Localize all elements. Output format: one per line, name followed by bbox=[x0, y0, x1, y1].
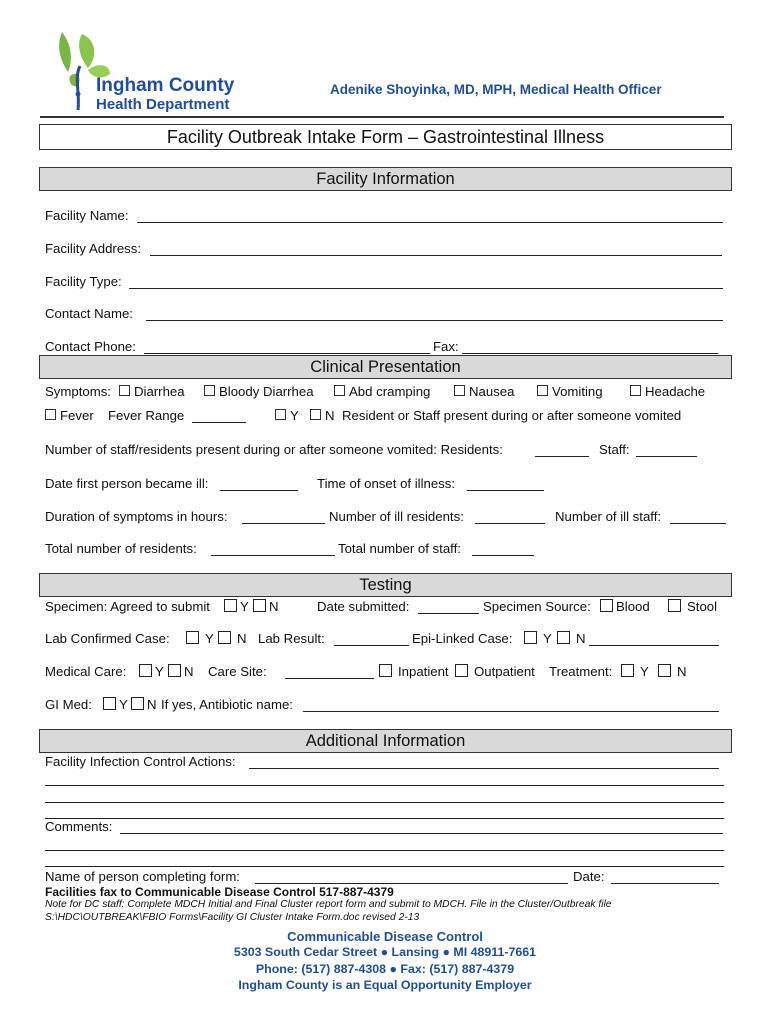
testing-heading: Testing bbox=[39, 573, 732, 597]
residents-present-field[interactable] bbox=[535, 456, 589, 457]
treatment-no[interactable]: N bbox=[658, 664, 687, 680]
checkbox-icon[interactable] bbox=[139, 664, 152, 677]
checkbox-icon[interactable] bbox=[204, 385, 215, 396]
care-inpatient[interactable]: Inpatient bbox=[379, 664, 449, 680]
specimen-yes[interactable]: Y bbox=[224, 599, 249, 615]
total-staff-label: Total number of staff: bbox=[338, 541, 461, 556]
gi-med-label: GI Med: bbox=[45, 697, 92, 712]
duration-label: Duration of symptoms in hours: bbox=[45, 509, 228, 524]
facility-name-field[interactable] bbox=[137, 222, 723, 223]
vomit-no[interactable]: N bbox=[310, 408, 335, 424]
medical-care-label: Medical Care: bbox=[45, 664, 127, 679]
time-onset-field[interactable] bbox=[467, 490, 544, 491]
fever-range-field[interactable] bbox=[192, 422, 246, 423]
treatment-yes[interactable]: Y bbox=[621, 664, 649, 680]
lab-result-label: Lab Result: bbox=[258, 631, 325, 646]
date-first-field[interactable] bbox=[220, 490, 298, 491]
antibiotic-field[interactable] bbox=[303, 711, 719, 712]
checkbox-icon[interactable] bbox=[600, 599, 613, 612]
form-title: Facility Outbreak Intake Form – Gastrointestinal Illness bbox=[39, 124, 732, 150]
number-present-label: Number of staff/residents present during or after someone vomited: Residents: bbox=[45, 442, 503, 457]
checkbox-icon[interactable] bbox=[275, 409, 286, 420]
specimen-source-label: Specimen Source: bbox=[483, 599, 591, 614]
facility-type-label: Facility Type: bbox=[45, 274, 122, 289]
specimen-no[interactable]: N bbox=[253, 599, 279, 615]
checkbox-icon[interactable] bbox=[668, 599, 681, 612]
epi-linked-field[interactable] bbox=[589, 645, 719, 646]
gi-med-yes[interactable]: Y bbox=[103, 697, 128, 713]
checkbox-icon[interactable] bbox=[103, 697, 116, 710]
staff-present-field[interactable] bbox=[636, 456, 697, 457]
checkbox-icon[interactable] bbox=[45, 409, 56, 420]
contact-phone-label: Contact Phone: bbox=[45, 339, 136, 354]
logo-line2: Health Department bbox=[96, 96, 230, 113]
total-residents-label: Total number of residents: bbox=[45, 541, 197, 556]
epi-linked-no[interactable]: N bbox=[557, 631, 586, 647]
checkbox-icon[interactable] bbox=[455, 664, 468, 677]
source-stool[interactable]: Stool bbox=[668, 599, 717, 615]
checkbox-icon[interactable] bbox=[310, 409, 321, 420]
checkbox-icon[interactable] bbox=[537, 385, 548, 396]
lab-confirmed-yes[interactable]: Y bbox=[186, 631, 214, 647]
symptoms-label: Symptoms: bbox=[45, 384, 111, 399]
symptom-bloody-diarrhea[interactable]: Bloody Diarrhea bbox=[204, 384, 314, 400]
date-field[interactable] bbox=[611, 883, 719, 884]
footer-address: 5303 South Cedar Street ● Lansing ● MI 48911-7661 bbox=[233, 945, 537, 959]
footer-eoe: Ingham County is an Equal Opportunity Employer bbox=[238, 978, 532, 992]
checkbox-icon[interactable] bbox=[621, 664, 634, 677]
actions-field[interactable] bbox=[249, 768, 719, 769]
lab-confirmed-no[interactable]: N bbox=[218, 631, 247, 647]
footer-line-1: Communicable Disease Control bbox=[287, 929, 483, 944]
date-first-label: Date first person became ill: bbox=[45, 476, 209, 491]
symptom-diarrhea[interactable]: Diarrhea bbox=[119, 384, 185, 400]
ill-residents-label: Number of ill residents: bbox=[329, 509, 464, 524]
checkbox-icon[interactable] bbox=[524, 631, 537, 644]
treatment-label: Treatment: bbox=[549, 664, 613, 679]
checkbox-icon[interactable] bbox=[334, 385, 345, 396]
actions-line-3[interactable] bbox=[45, 802, 724, 803]
date-submitted-label: Date submitted: bbox=[317, 599, 410, 614]
symptom-fever[interactable]: Fever bbox=[45, 408, 94, 424]
lab-confirmed-label: Lab Confirmed Case: bbox=[45, 631, 170, 646]
additional-heading: Additional Information bbox=[39, 729, 732, 753]
completing-label: Name of person completing form: bbox=[45, 869, 240, 884]
fax-label: Fax: bbox=[433, 339, 459, 354]
checkbox-icon[interactable] bbox=[557, 631, 570, 644]
ill-residents-field[interactable] bbox=[475, 523, 545, 524]
clinical-heading: Clinical Presentation bbox=[39, 355, 732, 379]
checkbox-icon[interactable] bbox=[630, 385, 641, 396]
lab-result-field[interactable] bbox=[334, 645, 409, 646]
checkbox-icon[interactable] bbox=[454, 385, 465, 396]
gi-med-no[interactable]: N bbox=[131, 697, 157, 713]
fax-note: Facilities fax to Communicable Disease Control 517-887-4379 bbox=[45, 885, 394, 899]
facility-address-field[interactable] bbox=[150, 255, 722, 256]
specimen-label: Specimen: Agreed to submit bbox=[45, 599, 210, 614]
fax-field[interactable] bbox=[462, 353, 718, 354]
officer-name: Adenike Shoyinka, MD, MPH, Medical Health Officer bbox=[330, 82, 662, 97]
date-submitted-field[interactable] bbox=[418, 613, 479, 614]
care-outpatient[interactable]: Outpatient bbox=[455, 664, 535, 680]
ill-staff-label: Number of ill staff: bbox=[555, 509, 662, 524]
facility-address-label: Facility Address: bbox=[45, 241, 142, 256]
symptom-nausea[interactable]: Nausea bbox=[454, 384, 514, 400]
date-label: Date: bbox=[573, 869, 605, 884]
actions-label: Facility Infection Control Actions: bbox=[45, 754, 236, 769]
staff-label: Staff: bbox=[599, 442, 630, 457]
checkbox-icon[interactable] bbox=[131, 697, 144, 710]
checkbox-icon[interactable] bbox=[119, 385, 130, 396]
comments-field[interactable] bbox=[120, 833, 723, 834]
staff-note-1: Note for DC staff: Complete MDCH Initial and Final Cluster report form and submit to MDCH. File in the Cluster/Outbreak file bbox=[45, 899, 612, 910]
comments-line-2[interactable] bbox=[45, 850, 724, 851]
header-rule bbox=[40, 116, 724, 118]
contact-phone-field[interactable] bbox=[144, 353, 430, 354]
contact-name-field[interactable] bbox=[146, 320, 723, 321]
checkbox-icon[interactable] bbox=[218, 631, 231, 644]
medical-care-no[interactable]: N bbox=[168, 664, 194, 680]
checkbox-icon[interactable] bbox=[224, 599, 237, 612]
symptom-abd-cramping[interactable]: Abd cramping bbox=[334, 384, 430, 400]
care-site-label: Care Site: bbox=[208, 664, 267, 679]
epi-linked-label: Epi-Linked Case: bbox=[412, 631, 513, 646]
checkbox-icon[interactable] bbox=[658, 664, 671, 677]
comments-line-3[interactable] bbox=[45, 866, 724, 867]
vomit-yes[interactable]: Y bbox=[275, 408, 299, 424]
ill-staff-field[interactable] bbox=[670, 523, 726, 524]
comments-label: Comments: bbox=[45, 819, 113, 834]
facility-heading: Facility Information bbox=[39, 167, 732, 191]
facility-name-label: Facility Name: bbox=[45, 208, 129, 223]
antibiotic-label: If yes, Antibiotic name: bbox=[161, 697, 293, 712]
medical-care-yes[interactable]: Y bbox=[139, 664, 164, 680]
symptom-vomiting[interactable]: Vomiting bbox=[537, 384, 603, 400]
staff-note-2: S:\HDC\OUTBREAK\FBIO Forms\Facility GI Cluster Intake Form.doc revised 2-13 bbox=[45, 912, 420, 923]
care-site-field[interactable] bbox=[285, 678, 374, 679]
total-residents-field[interactable] bbox=[211, 555, 335, 556]
time-onset-label: Time of onset of illness: bbox=[317, 476, 456, 491]
facility-type-field[interactable] bbox=[129, 288, 723, 289]
checkbox-icon[interactable] bbox=[168, 664, 181, 677]
logo bbox=[52, 30, 252, 115]
checkbox-icon[interactable] bbox=[186, 631, 199, 644]
duration-field[interactable] bbox=[242, 523, 325, 524]
fever-range-label: Fever Range bbox=[108, 408, 185, 423]
actions-line-2[interactable] bbox=[45, 785, 724, 786]
total-staff-field[interactable] bbox=[472, 555, 534, 556]
checkbox-icon[interactable] bbox=[253, 599, 266, 612]
resident-staff-label: Resident or Staff present during or after someone vomited bbox=[342, 408, 682, 423]
symptom-headache[interactable]: Headache bbox=[630, 384, 705, 400]
footer-phone: Phone: (517) 887-4308 ● Fax: (517) 887-4379 bbox=[255, 962, 515, 976]
source-blood[interactable]: Blood bbox=[600, 599, 650, 615]
contact-name-label: Contact Name: bbox=[45, 306, 133, 321]
logo-line1: Ingham County bbox=[96, 75, 235, 96]
actions-line-4[interactable] bbox=[45, 818, 724, 819]
checkbox-icon[interactable] bbox=[379, 664, 392, 677]
epi-linked-yes[interactable]: Y bbox=[524, 631, 552, 647]
